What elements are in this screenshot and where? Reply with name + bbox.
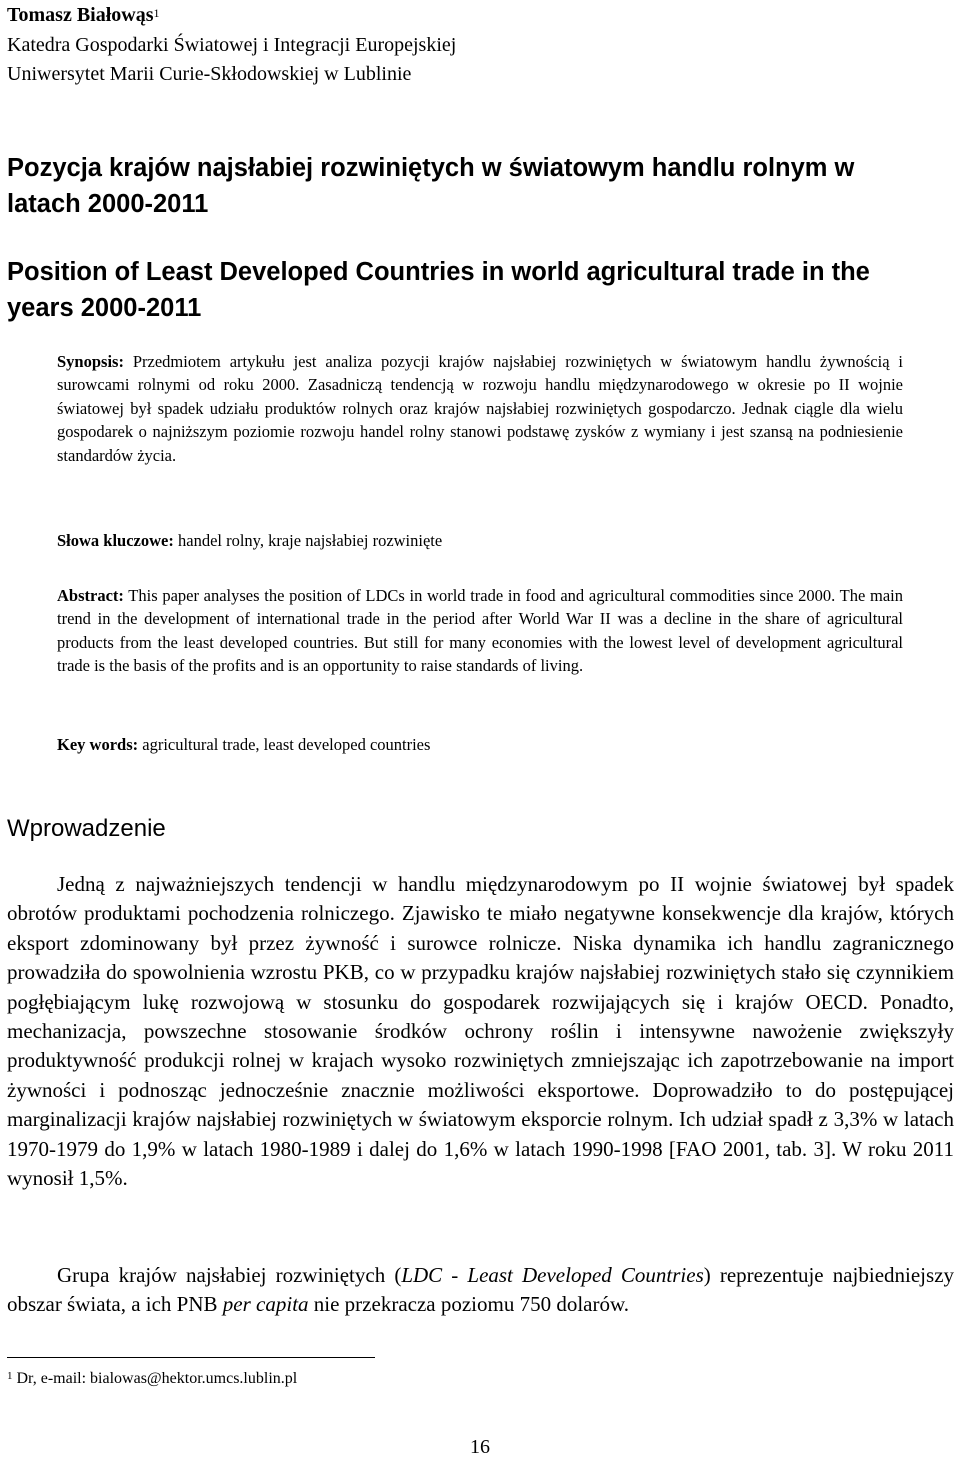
keywords-polish	[57, 529, 903, 552]
paragraph2-text-a: Grupa krajów najsłabiej rozwiniętych (	[57, 1263, 402, 1287]
footnote-text: Dr, e-mail: bialowas@hektor.umcs.lublin.pl	[16, 1370, 298, 1387]
keywords-english-text: agricultural trade, least developed countries	[138, 735, 431, 754]
section-heading: Wprowadzenie	[7, 815, 166, 842]
paragraph2-text-c: nie przekracza poziomu 750 dolarów.	[308, 1292, 630, 1317]
footnote-mark: 1	[7, 1370, 13, 1382]
footnote	[7, 1368, 297, 1390]
author-footnote-mark[interactable]: 1	[153, 6, 160, 20]
paragraph2-text-b: ) reprezentuje najbiedniejszy obszar świata, a ich PNB	[7, 1263, 955, 1317]
per-capita-italic: per capita	[222, 1292, 309, 1317]
synopsis-paragraph	[57, 350, 903, 467]
affiliation-university: Uniwersytet Marii Curie-Skłodowskiej w Lublinie	[7, 63, 412, 85]
body-paragraph-2	[7, 1261, 954, 1320]
ldc-term-italic: LDC - Least Developed Countries	[401, 1263, 704, 1287]
keywords-polish-label: Słowa kluczowe:	[57, 531, 174, 550]
author-name	[7, 2, 160, 28]
keywords-english-label: Key words:	[57, 735, 139, 754]
keywords-polish-text: handel rolny, kraje najsłabiej rozwinięte	[173, 531, 443, 550]
affiliation-department: Katedra Gospodarki Światowej i Integracji Europejskiej	[7, 34, 457, 56]
synopsis-text: Przedmiotem artykułu jest analiza pozycji krajów najsłabiej rozwiniętych w światowym handlu żywnością i surowcami rolnymi od roku 2000. Zasadniczą tendencją w rozwoju handlu międzynarodowego w okresie po II wojnie światowej był spadek udziału produktów rolnych oraz krajów najsłabiej rozwiniętych gospodarczo. Jednak ciągle dla wielu gospodarek o najniższym poziomie rozwoju handel rolny stanowi podstawę zysków z wymiany i jest szansą na podniesienie standardów życia.	[57, 352, 903, 465]
keywords-english	[57, 733, 903, 756]
synopsis-label: Synopsis:	[57, 352, 124, 371]
title-english: Position of Least Developed Countries in world agricultural trade in the years 2000-2011	[7, 258, 870, 322]
abstract-text: This paper analyses the position of LDCs in world trade in food and agricultural commodities since 2000. The main trend in the development of international trade in the period after World War II was a decline in the share of agricultural products from the least developed countries. But still for many economies with the lowest level of development agricultural trade is the basis of the profits and is an opportunity to raise standards of living.	[57, 586, 903, 676]
footnote-divider	[7, 1357, 375, 1358]
author-name-text: Tomasz Białowąs	[7, 4, 154, 26]
title-polish: Pozycja krajów najsłabiej rozwiniętych w światowym handlu rolnym w latach 2000-2011	[7, 154, 855, 218]
abstract-paragraph	[57, 584, 903, 678]
abstract-label: Abstract:	[57, 586, 124, 605]
page-number: 16	[470, 1436, 490, 1458]
body-paragraph-1: Jedną z najważniejszych tendencji w handlu międzynarodowym po II wojnie światowej był spadek obrotów produktami pochodzenia rolniczego. Zjawisko te miało negatywne konsekwencje dla krajów, których eksport zdominowany był przez żywność i surowce rolnicze. Niska dynamika ich handlu zagranicznego prowadziła do spowolnienia wzrostu PKB, co w przypadku krajów najsłabiej rozwiniętych stało się czynnikiem pogłębiającym lukę rozwojową w stosunku do gospodarek rozwijających się i krajów OECD. Ponadto, mechanizacja, powszechne stosowanie środków ochrony roślin i intensywne nawożenie zwiększyły produktywność produkcji rolnej w krajach wysoko rozwiniętych zmniejszając ich zapotrzebowanie na import żywności i podnosząc jednocześnie znacznie możliwości eksportowe. Doprowadziło to do postępującej marginalizacji krajów najsłabiej rozwiniętych w światowym eksporcie rolnym. Ich udział spadł z 3,3% w latach 1970-1979 do 1,9% w latach 1980-1989 i dalej do 1,6% w latach 1990-1998 [FAO 2001, tab. 3]. W roku 2011 wynosił 1,5%.	[7, 872, 954, 1191]
